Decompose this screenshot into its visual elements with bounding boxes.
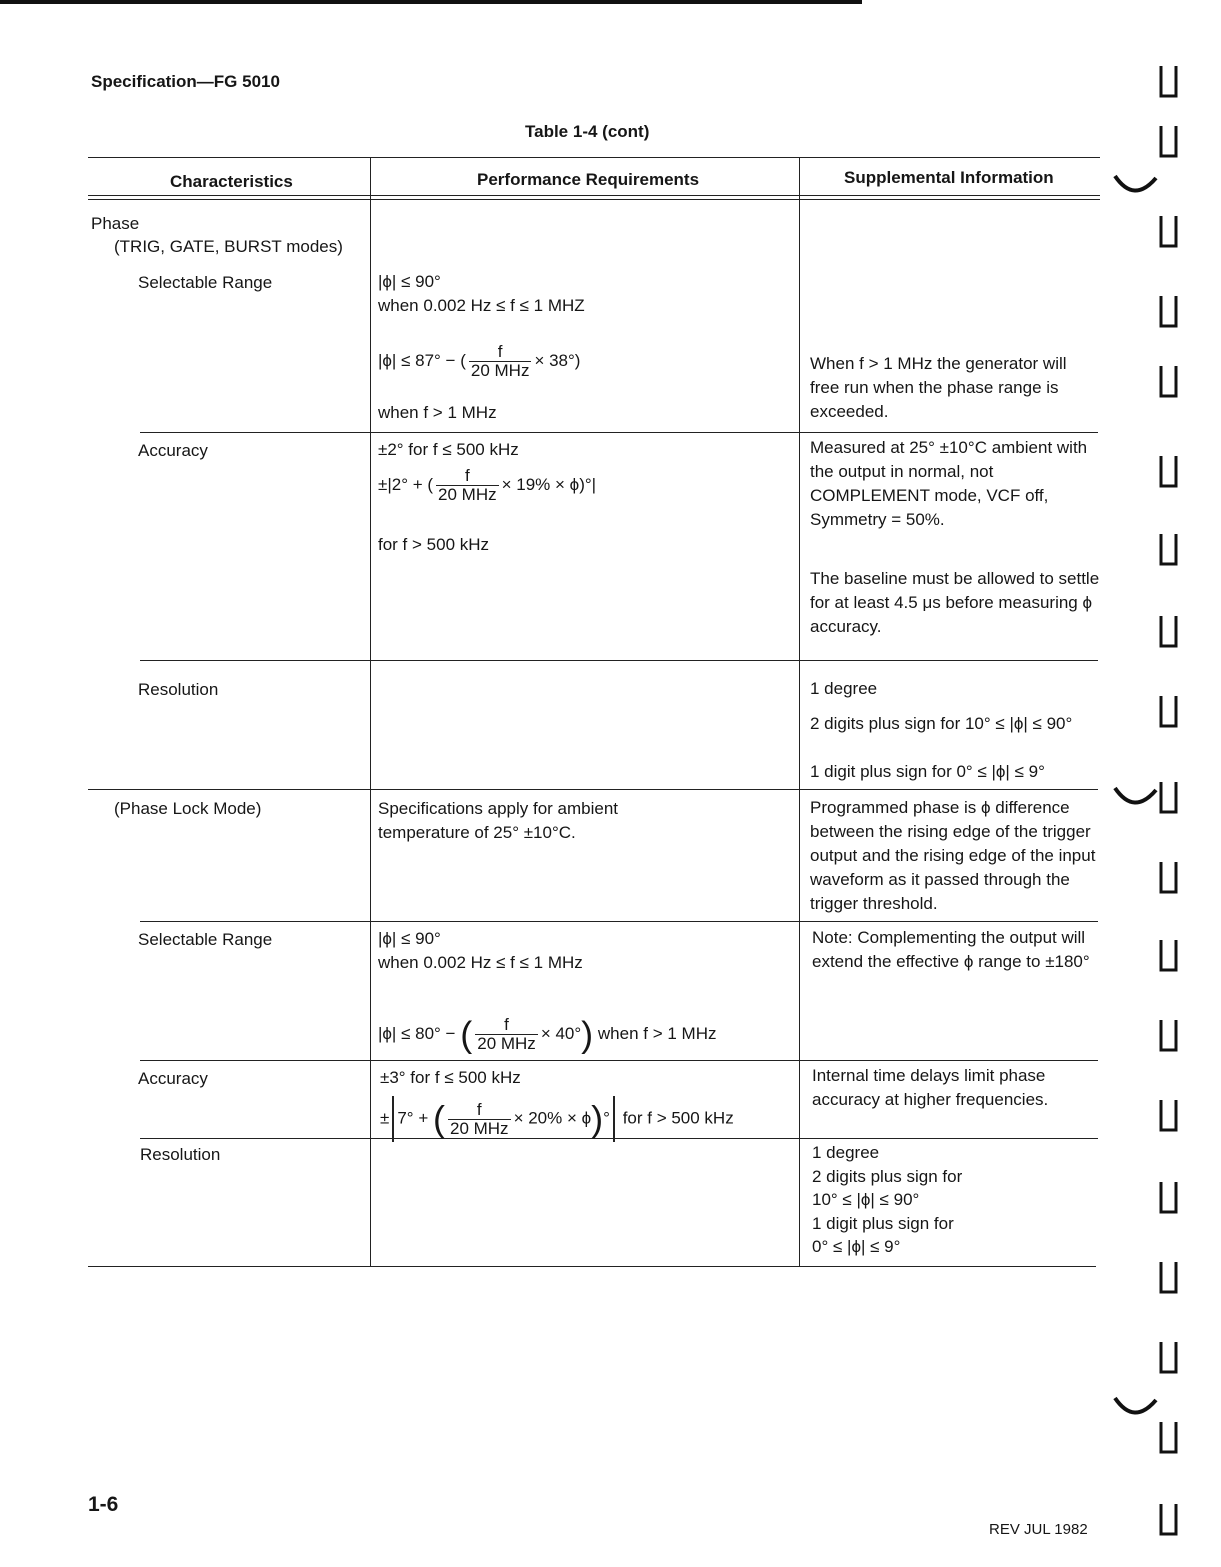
phase-resolution-supp-2: 2 digits plus sign for 10° ≤ |ϕ| ≤ 90°	[810, 714, 1073, 733]
binder-hook-icon	[1112, 782, 1160, 814]
fraction-numerator: f	[504, 1015, 509, 1034]
row-rule-pl-range	[140, 921, 1098, 922]
formula-multiplier: × 20% × ϕ	[513, 1108, 592, 1128]
binder-hole-icon	[1156, 612, 1182, 652]
phase-range-limit: |ϕ| ≤ 90°	[378, 272, 441, 291]
header-bottom-rule	[88, 195, 1100, 196]
phase-label: Phase	[91, 214, 140, 233]
phase-range-supplement: When f > 1 MHz the generator will free run when the phase range is exceeded.	[810, 354, 1067, 421]
binder-hook-icon	[1112, 1392, 1160, 1424]
formula-suffix: × 38°)	[534, 350, 581, 370]
phase-range-condition-2: when f > 1 MHz	[378, 403, 497, 422]
header-bottom-rule-2	[88, 199, 1100, 200]
phase-lock-supplement: Programmed phase is ϕ difference between the rising edge of the trigger output and the rising edge of the input waveform as it passed through the trigger threshold.	[810, 798, 1096, 913]
row-rule-accuracy	[140, 432, 1098, 433]
open-paren: (	[460, 1013, 473, 1055]
formula-prefix: ±	[380, 1108, 390, 1128]
formula-condition: for f > 500 kHz	[622, 1108, 734, 1128]
pl-range-supplement: Note: Complementing the output will extend the effective ϕ range to ±180°	[812, 928, 1090, 971]
binder-hole-icon	[1156, 1418, 1182, 1458]
formula-prefix: ±|2° + (	[378, 474, 434, 494]
binder-hole-icon	[1156, 1178, 1182, 1218]
top-edge-rule	[0, 0, 862, 4]
phase-range-condition: when 0.002 Hz ≤ f ≤ 1 MHZ	[378, 296, 585, 315]
row-rule-pl-accuracy	[140, 1060, 1098, 1061]
column-header-performance: Performance Requirements	[477, 170, 700, 189]
binder-hole-icon	[1156, 1016, 1182, 1056]
abs-bar-left	[392, 1096, 394, 1142]
phase-accuracy-formula	[378, 467, 596, 504]
formula-fraction	[448, 1101, 511, 1138]
column-header-supplemental: Supplemental Information	[844, 168, 1054, 187]
phase-range-label: Selectable Range	[138, 273, 273, 292]
fraction-denominator: 20 MHz	[449, 1118, 509, 1138]
table-top-rule	[88, 157, 1100, 158]
binder-hole-icon	[1156, 292, 1182, 332]
row-rule-phase-lock	[88, 789, 1098, 790]
pl-accuracy-formula	[380, 1096, 734, 1142]
fraction-denominator: 20 MHz	[438, 485, 497, 504]
binder-hole-icon	[1156, 1258, 1182, 1298]
formula-fraction	[475, 1016, 538, 1053]
binder-hole-icon	[1156, 1338, 1182, 1378]
binder-hole-icon	[1156, 530, 1182, 570]
binder-hole-icon	[1156, 122, 1182, 162]
fraction-denominator: 20 MHz	[477, 1034, 536, 1053]
binder-hole-icon	[1156, 1096, 1182, 1136]
binder-hole-icon	[1156, 452, 1182, 492]
pl-range-label: Selectable Range	[138, 930, 273, 949]
column-divider-2	[799, 157, 800, 1267]
binder-hole-icon	[1156, 1500, 1182, 1540]
fraction-numerator: f	[497, 342, 503, 361]
page-header-title: Specification—FG 5010	[91, 72, 280, 91]
formula-suffix: × 19% × ϕ)°|	[501, 474, 597, 494]
phase-accuracy-label: Accuracy	[138, 441, 208, 460]
phase-lock-performance: Specifications apply for ambient temperature of 25° ±10°C.	[378, 799, 619, 842]
formula-fraction	[469, 343, 532, 380]
phase-accuracy-supplement-2: The baseline must be allowed to settle for at least 4.5 μs before measuring ϕ accuracy.	[810, 569, 1100, 636]
formula-multiplier: × 40°	[540, 1023, 582, 1043]
page-number: 1-6	[88, 1493, 119, 1516]
binder-hole-icon	[1156, 362, 1182, 402]
fraction-numerator: f	[464, 466, 470, 485]
pl-resolution-supp-2a: 2 digits plus sign for	[812, 1167, 963, 1186]
binder-hole-icon	[1156, 858, 1182, 898]
close-paren: )	[581, 1013, 594, 1055]
phase-lock-label: (Phase Lock Mode)	[114, 799, 262, 818]
table-caption: Table 1-4 (cont)	[525, 122, 650, 141]
pl-range-formula	[378, 1013, 717, 1055]
open-paren: (	[432, 1098, 445, 1139]
phase-accuracy-supplement-1: Measured at 25° ±10°C ambient with the output in normal, not COMPLEMENT mode, VCF off, Symmetry = 50%.	[810, 438, 1088, 529]
column-divider-1	[370, 157, 371, 1267]
close-paren: )	[591, 1098, 604, 1139]
phase-resolution-label: Resolution	[138, 680, 219, 699]
binder-hole-icon	[1156, 692, 1182, 732]
binder-hole-icon	[1156, 936, 1182, 976]
pl-resolution-supp-1: 1 degree	[812, 1143, 880, 1162]
fraction-numerator: f	[476, 1099, 482, 1119]
binder-hook-icon	[1112, 170, 1160, 202]
phase-modes: (TRIG, GATE, BURST modes)	[114, 237, 343, 256]
phase-accuracy-line1: ±2° for f ≤ 500 kHz	[378, 440, 519, 459]
binder-hole-icon	[1156, 62, 1182, 102]
column-header-characteristics: Characteristics	[170, 172, 293, 191]
pl-accuracy-supplement: Internal time delays limit phase accuracy at higher frequencies.	[812, 1066, 1049, 1109]
fraction-denominator: 20 MHz	[470, 361, 530, 380]
table-bottom-rule	[88, 1266, 1096, 1267]
abs-bar-right	[613, 1096, 615, 1142]
phase-resolution-supp-1: 1 degree	[810, 679, 878, 698]
pl-accuracy-line1: ±3° for f ≤ 500 kHz	[380, 1068, 521, 1087]
phase-resolution-supp-3: 1 digit plus sign for 0° ≤ |ϕ| ≤ 9°	[810, 762, 1045, 781]
pl-resolution-supp-3b: 0° ≤ |ϕ| ≤ 9°	[812, 1237, 901, 1256]
binder-hole-icon	[1156, 212, 1182, 252]
formula-fraction	[436, 467, 499, 504]
formula-degree: °	[603, 1108, 610, 1128]
phase-range-formula	[378, 343, 580, 380]
pl-resolution-supp-3a: 1 digit plus sign for	[812, 1214, 954, 1233]
revision-date: REV JUL 1982	[989, 1521, 1088, 1538]
formula-term: 7° +	[397, 1108, 429, 1128]
pl-range-condition: when 0.002 Hz ≤ f ≤ 1 MHz	[378, 953, 583, 972]
formula-prefix: |ϕ| ≤ 87° − (	[378, 350, 466, 370]
pl-range-limit: |ϕ| ≤ 90°	[378, 929, 441, 948]
formula-prefix: |ϕ| ≤ 80° −	[378, 1023, 456, 1043]
pl-accuracy-label: Accuracy	[138, 1069, 208, 1088]
phase-accuracy-line3: for f > 500 kHz	[378, 535, 490, 554]
row-rule-resolution	[140, 660, 1098, 661]
pl-resolution-supp-2b: 10° ≤ |ϕ| ≤ 90°	[812, 1190, 920, 1209]
pl-resolution-label: Resolution	[140, 1145, 221, 1164]
formula-condition: when f > 1 MHz	[597, 1023, 717, 1043]
